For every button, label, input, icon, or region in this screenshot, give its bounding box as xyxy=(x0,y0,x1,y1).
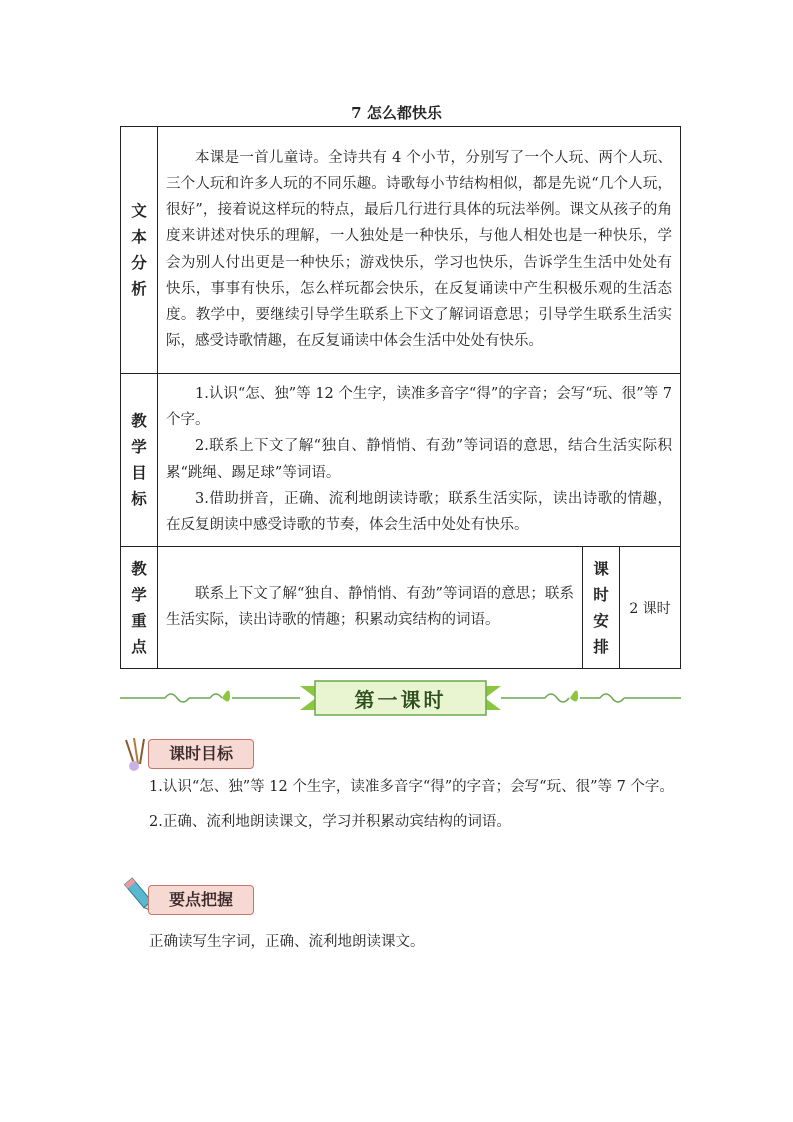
label-char: 教 xyxy=(131,411,147,431)
page-title: 7 怎么都快乐 xyxy=(351,104,442,122)
key-points-label-box: 要点把握 xyxy=(148,885,254,915)
label-char: 析 xyxy=(131,279,147,298)
label-char: 时 xyxy=(593,584,609,604)
label-char: 安 xyxy=(593,610,609,630)
label-char: 目 xyxy=(131,463,147,483)
label-char: 本 xyxy=(131,227,147,246)
banner-title: 第一课时 xyxy=(354,688,447,712)
section-banner xyxy=(120,678,681,720)
label-char: 学 xyxy=(131,437,147,457)
lesson-goals-tag xyxy=(120,736,260,774)
key-points-tag xyxy=(120,878,260,916)
goals-label xyxy=(121,374,158,547)
lesson-plan-table xyxy=(120,126,681,669)
analysis-row xyxy=(121,127,681,374)
key-points-content xyxy=(120,928,681,957)
key-points-text: 正确读写生字词，正确、流利地朗读课文。 xyxy=(149,934,425,950)
label-char: 文 xyxy=(131,201,147,220)
lesson-goal-item: 1.认识“怎、独”等 12 个生字，读准多音字“得”的字音；会写“玩、很”等 7 个字。 xyxy=(149,779,674,795)
label-char: 学 xyxy=(131,584,147,604)
label-char: 重 xyxy=(131,610,147,630)
goal-item: 3.借助拼音，正确、流利地朗读诗歌；联系生活实际，读出诗歌的情趣，在反复朗读中感受诗歌的节奏，体会生活中处处有快乐。 xyxy=(166,490,672,534)
goals-content xyxy=(158,374,681,547)
schedule-label xyxy=(583,547,620,669)
analysis-text: 本课是一首儿童诗。全诗共有 4 个小节，分别写了一个人玩、两个人玩、三个人玩和许多人玩的不同乐趣。诗歌每小节结构相似，都是先说“几个人玩，很好”，接着说这样玩的特点，最后几行进行具体的玩法举例。课文从孩子的角度来讲述对快乐的理解，一人独处是一种快乐，与他人相处也是一种快乐，学会为别人付出更是一种快乐；游戏快乐，学习也快乐，告诉学生生活中处处有快乐，事事有快乐，怎么样玩都会快乐，在反复诵读中产生积极乐观的生活态度。教学中，要继续引导学生联系上下文了解词语意思；引导学生联系生活实际，感受诗歌情趣，在反复诵读中体会生活中处处有快乐。 xyxy=(166,149,672,350)
goal-item: 2.联系上下文了解“独自、静悄悄、有劲”等词语的意思，结合生活实际积累“跳绳、踢足球”等词语。 xyxy=(166,438,672,481)
lesson-goals-list xyxy=(120,773,681,837)
analysis-label xyxy=(121,127,158,374)
focus-content xyxy=(158,547,583,669)
lesson-goal-item: 2.正确、流利地朗读课文，学习并积累动宾结构的词语。 xyxy=(149,814,511,830)
goal-item: 1.认识“怎、独”等 12 个生字，读准多音字“得”的字音；会写“玩、很”等 7 个字。 xyxy=(166,386,672,429)
label-char: 教 xyxy=(131,558,147,578)
label-char: 排 xyxy=(593,636,609,656)
label-char: 课 xyxy=(593,558,609,578)
label-char: 点 xyxy=(131,636,147,656)
schedule-value: 2 课时 xyxy=(620,547,681,669)
lesson-goals-label-box: 课时目标 xyxy=(148,739,254,769)
focus-label xyxy=(121,547,158,669)
analysis-content xyxy=(158,127,681,374)
focus-text: 联系上下文了解“独自、静悄悄、有劲”等词语的意思；联系生活实际，读出诗歌的情趣；积累动宾结构的词语。 xyxy=(166,586,574,629)
goals-row xyxy=(121,374,681,547)
label-char: 标 xyxy=(131,489,147,509)
label-char: 分 xyxy=(131,253,147,272)
focus-row xyxy=(121,547,681,669)
